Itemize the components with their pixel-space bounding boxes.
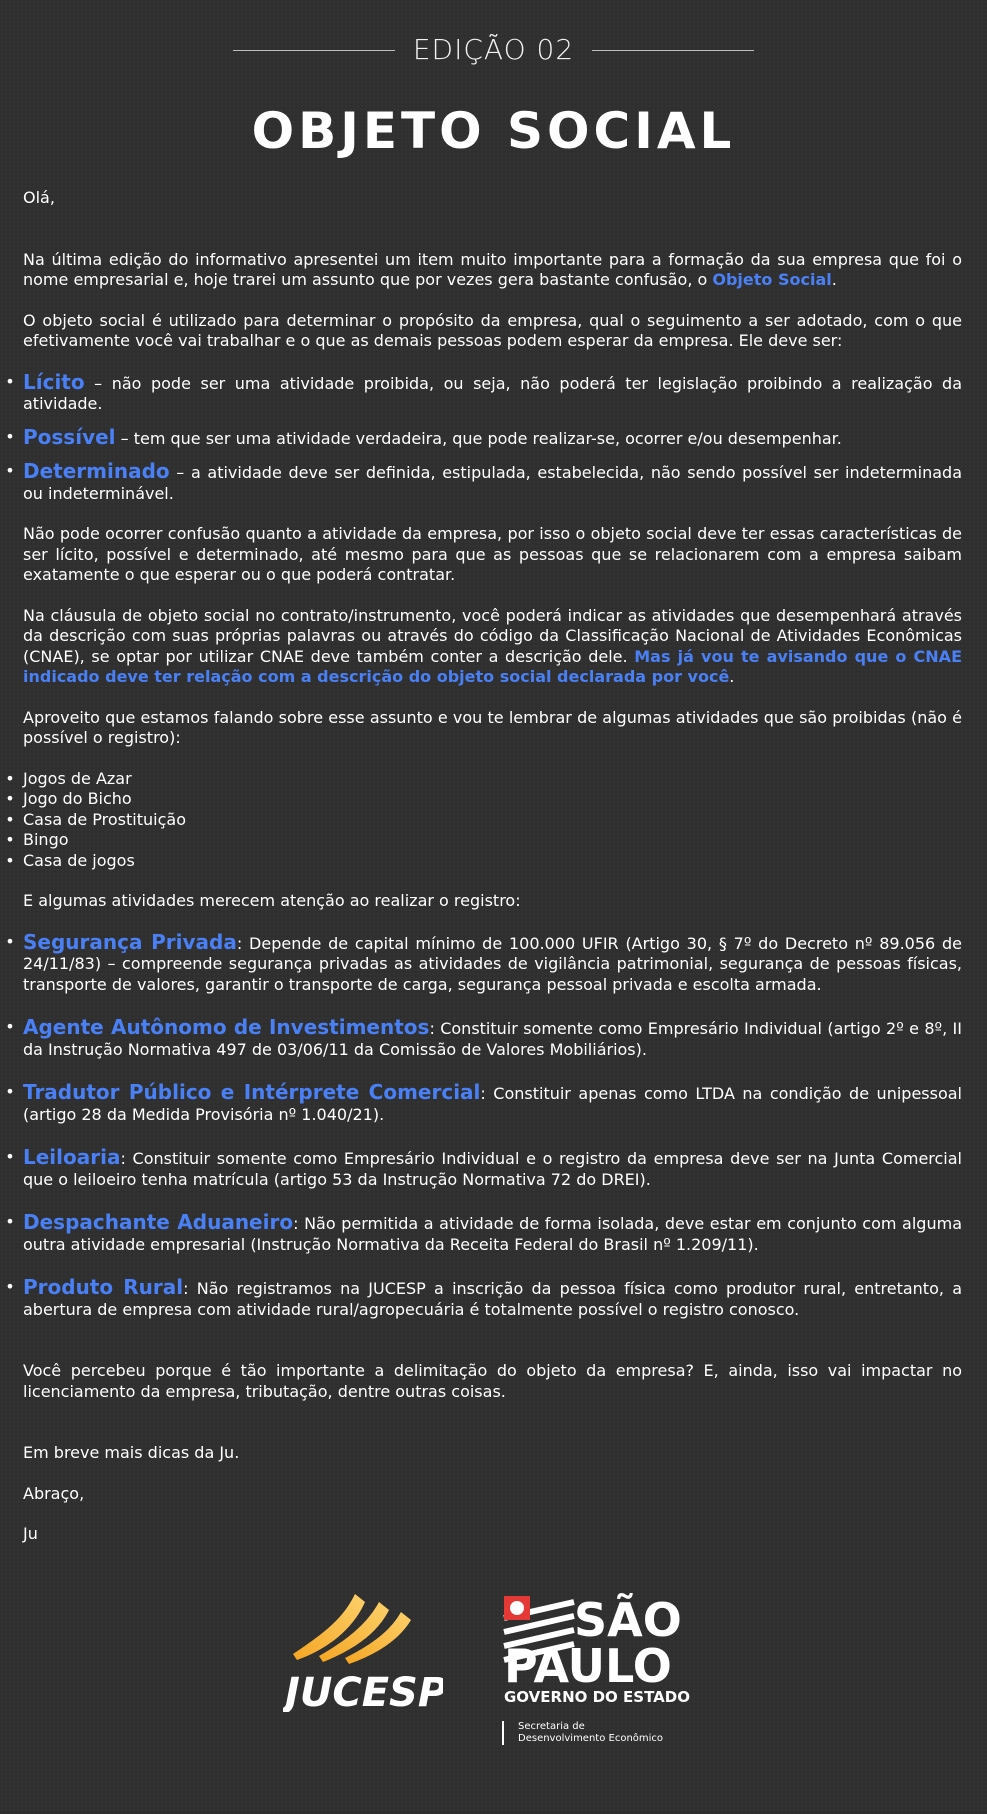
paragraph-prohibited: Aproveito que estamos falando sobre esse assunto e vou te lembrar de algumas atividades que são proibidas (não é possível o registro): bbox=[23, 707, 962, 747]
list-item bbox=[5, 789, 962, 810]
trait-term: Lícito bbox=[23, 369, 85, 394]
list-item-label: Bingo bbox=[23, 830, 69, 849]
bullet-icon: • bbox=[5, 789, 15, 808]
attention-text: : Não permitida a atividade de forma isolada, deve estar em conjunto com alguma outra atividade empresarial (Instrução Normativa da Receita Federal do Brasil nº 1.209/11). bbox=[23, 1214, 962, 1254]
attention-term: Produto Rural bbox=[23, 1275, 184, 1299]
attention-term: Segurança Privada bbox=[23, 929, 237, 954]
list-item-label: Jogos de Azar bbox=[23, 768, 132, 788]
clause-text: Na cláusula de objeto social no contrato/instrumento, você poderá indicar as atividades que desempenhará através da descrição com suas próprias palavras ou através do código da Classificação Nacional de Atividades Econômicas (CNAE), se optar por utilizar CNAE deve também conter a descrição dele. bbox=[23, 605, 962, 666]
footer-logos bbox=[0, 1588, 987, 1758]
trait-term: Determinado bbox=[23, 459, 170, 483]
attention-item-seguranca bbox=[5, 929, 962, 996]
bullet-icon: • bbox=[5, 426, 15, 446]
list-item bbox=[5, 830, 962, 851]
secretaria-line-2: Desenvolvimento Econômico bbox=[518, 1733, 664, 1744]
paragraph-conclusion: Você percebeu porque é tão importante a delimitação do objeto da empresa? E, ainda, isso vai impactar no licenciamento da empresa, tributação, dentre outras coisas. bbox=[23, 1361, 962, 1401]
intro-paragraph-2: O objeto social é utilizado para determinar o propósito da empresa, qual o seguimento a ser adotado, com o que efetivamente você vai trabalhar e o que as demais pessoas podem esperar da empresa. Ele deve ser: bbox=[23, 310, 962, 350]
attention-term: Leiloaria bbox=[23, 1145, 121, 1169]
attention-text: : Constituir somente como Empresário Individual (artigo 2º e 8º, II da Instrução Normativa 497 de 03/06/11 da Comissão de Valores Mobiliários). bbox=[23, 1019, 962, 1059]
trait-text: – tem que ser uma atividade verdadeira, que pode realizar-se, ocorrer e/ou desempenhar. bbox=[115, 428, 842, 448]
closing-regards: Abraço, bbox=[23, 1483, 85, 1503]
attention-term: Agente Autônomo de Investimentos bbox=[23, 1015, 430, 1039]
attention-item-leiloaria bbox=[5, 1145, 962, 1190]
attention-text: : Depende de capital mínimo de 100.000 UFIR (Artigo 30, § 7º do Decreto nº 89.056 de 24/11/83) – compreende segurança privadas as atividades de vigilância patrimonial, segurança de pessoas físicas, transporte de valores, garantir o transporte de carga, segurança pessoal privada e escolta armada. bbox=[23, 933, 962, 994]
trait-possivel bbox=[5, 424, 962, 450]
divider-line-right bbox=[592, 50, 754, 51]
trait-term: Possível bbox=[23, 424, 116, 449]
paragraph-clause bbox=[23, 606, 962, 688]
edition-header bbox=[0, 33, 987, 66]
edition-label: EDIÇÃO 02 bbox=[412, 33, 575, 66]
bullet-icon: • bbox=[5, 850, 15, 870]
jucesp-wordmark: JUCESP bbox=[285, 1670, 443, 1712]
sp-logo-sao: SÃO bbox=[574, 1593, 682, 1647]
trait-text: – a atividade deve ser definida, estipulada, estabelecida, não sendo possível ser indeterminada ou indeterminável. bbox=[23, 463, 962, 503]
attention-term: Despachante Aduaneiro bbox=[23, 1210, 294, 1234]
trait-determinado bbox=[5, 459, 962, 504]
attention-item-agente bbox=[5, 1015, 962, 1060]
attention-text: : Não registramos na JUCESP a inscrição da pessoa física como produtor rural, entretanto, a abertura de empresa com atividade rural/agropecuária é totalmente possível o registro conosco. bbox=[23, 1279, 962, 1319]
intro-paragraph-1 bbox=[23, 250, 962, 291]
attention-item-produto-rural bbox=[5, 1275, 962, 1320]
list-item bbox=[5, 809, 962, 831]
sp-logo-governo: GOVERNO DO ESTADO bbox=[504, 1688, 690, 1706]
attention-item-tradutor bbox=[5, 1080, 962, 1125]
bullet-icon: • bbox=[5, 461, 15, 480]
jucesp-logo bbox=[283, 1594, 443, 1718]
secretaria-line-1: Secretaria de bbox=[518, 1721, 585, 1732]
bullet-icon: • bbox=[5, 1277, 15, 1296]
cnae-warning-highlight: Mas já vou te avisando que o CNAE indicado deve ter relação com a descrição do objeto social declarada por você bbox=[23, 646, 962, 686]
article-body bbox=[5, 188, 962, 1545]
bullet-icon: • bbox=[5, 1082, 15, 1101]
paragraph-attention: E algumas atividades merecem atenção ao realizar o registro: bbox=[23, 891, 521, 910]
bullet-icon: • bbox=[5, 768, 15, 788]
list-item-label: Casa de jogos bbox=[23, 850, 135, 870]
intro-text: Na última edição do informativo apresentei um item muito importante para a formação da sua empresa que foi o nome empresarial e, hoje trarei um assunto que por vezes gera bastante confusão, o bbox=[23, 249, 962, 289]
objeto-social-highlight: Objeto Social bbox=[712, 270, 832, 289]
closing-line: Em breve mais dicas da Ju. bbox=[23, 1443, 240, 1462]
intro-end: . bbox=[831, 270, 837, 289]
trait-licito bbox=[5, 369, 962, 415]
divider-line-left bbox=[233, 50, 395, 51]
sp-logo-paulo: PAULO bbox=[504, 1639, 672, 1693]
attention-term: Tradutor Público e Intérprete Comercial bbox=[23, 1080, 481, 1104]
bullet-icon: • bbox=[5, 371, 15, 391]
prohibited-list bbox=[5, 768, 962, 872]
list-item bbox=[5, 850, 962, 872]
bullet-icon: • bbox=[5, 830, 15, 849]
greeting: Olá, bbox=[23, 188, 55, 207]
bullet-icon: • bbox=[5, 1017, 15, 1036]
signature: Ju bbox=[23, 1524, 38, 1543]
clause-end: . bbox=[729, 667, 735, 686]
attention-text: : Constituir somente como Empresário Individual e o registro da empresa deve ser na Junta Comercial que o leiloeiro tenha matrícula (artigo 53 da Instrução Normativa 72 do DREI). bbox=[23, 1149, 962, 1189]
trait-text: – não pode ser uma atividade proibida, ou seja, não poderá ter legislação proibindo a realização da atividade. bbox=[23, 373, 962, 413]
list-item bbox=[5, 768, 962, 790]
attention-item-despachante bbox=[5, 1210, 962, 1255]
paragraph-confusion: Não pode ocorrer confusão quanto a atividade da empresa, por isso o objeto social deve ter essas características de ser lícito, possível e determinado, até mesmo para que as pessoas que se relacionarem com a empresa saibam exatamente o que esperar ou o que poderá contratar. bbox=[23, 524, 962, 584]
attention-text: : Constituir apenas como LTDA na condição de unipessoal (artigo 28 da Medida Provisória nº 1.040/21). bbox=[23, 1084, 962, 1124]
bullet-icon: • bbox=[5, 809, 15, 829]
list-item-label: Jogo do Bicho bbox=[23, 789, 132, 808]
secretaria-label bbox=[502, 1721, 663, 1745]
list-item-label: Casa de Prostituição bbox=[23, 809, 186, 829]
bullet-icon: • bbox=[5, 931, 15, 951]
sao-paulo-logo bbox=[502, 1588, 702, 1714]
page-title: OBJETO SOCIAL bbox=[251, 102, 736, 160]
bullet-icon: • bbox=[5, 1147, 15, 1166]
bullet-icon: • bbox=[5, 1212, 15, 1231]
